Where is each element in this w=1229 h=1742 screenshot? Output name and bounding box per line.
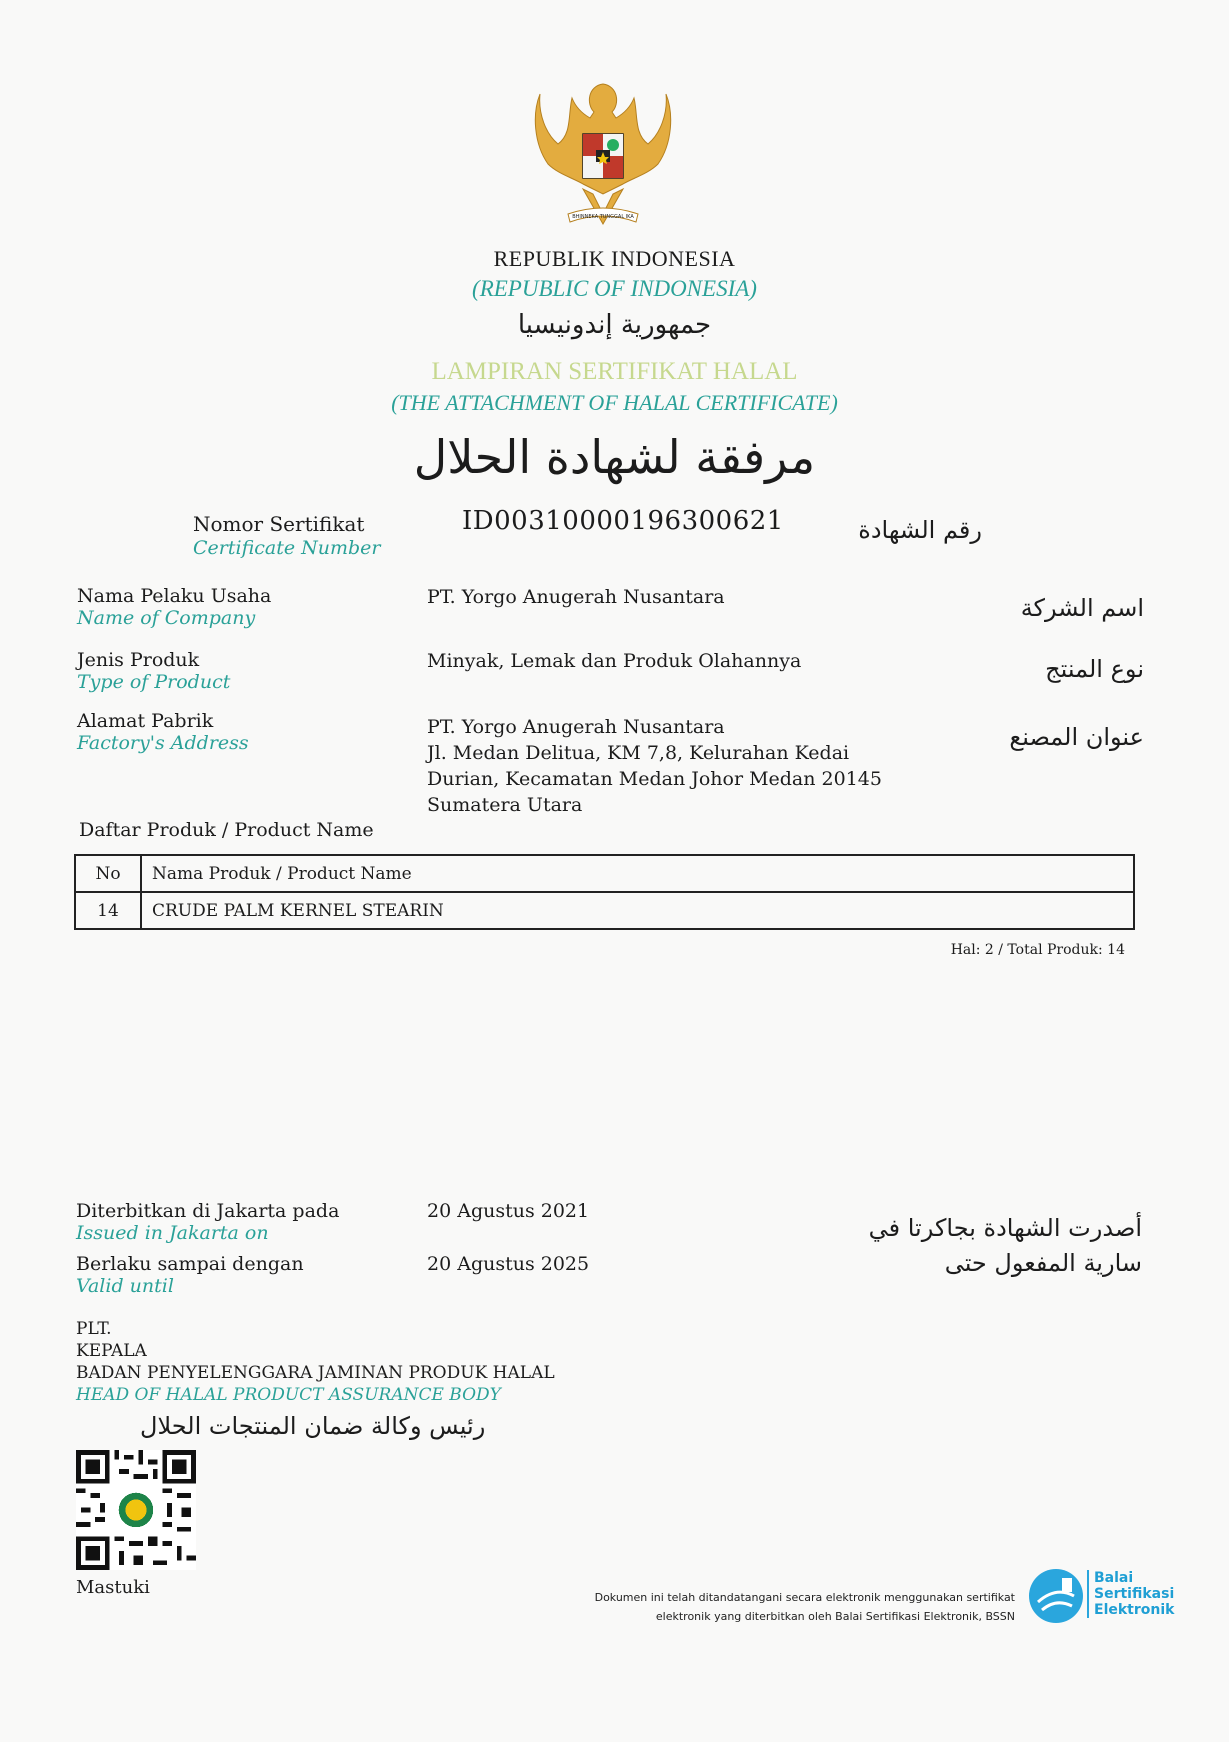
issued-label-ar: أصدرت الشهادة بجاكرتا في bbox=[868, 1214, 1142, 1242]
table-row bbox=[75, 892, 1134, 929]
signatory-name: Mastuki bbox=[76, 1577, 150, 1598]
company-label-ar: اسم الشركة bbox=[1020, 594, 1144, 622]
emblem-motto: BHINNEKA TUNGGAL IKA bbox=[572, 214, 634, 220]
bse-text-line: Sertifikasi bbox=[1094, 1586, 1175, 1602]
issued-value: 20 Agustus 2021 bbox=[427, 1200, 590, 1222]
attachment-title-en: (THE ATTACHMENT OF HALAL CERTIFICATE) bbox=[391, 390, 838, 415]
factory-label-ar: عنوان المصنع bbox=[1009, 723, 1144, 751]
footer-note-line: elektronik yang diterbitkan oleh Balai Sertifikasi Elektronik, BSSN bbox=[655, 1610, 1015, 1623]
company-value: PT. Yorgo Anugerah Nusantara bbox=[427, 586, 725, 608]
product-list-title: Daftar Produk / Product Name bbox=[79, 819, 374, 841]
bse-text-line: Balai bbox=[1094, 1570, 1134, 1586]
footer-note bbox=[560, 1588, 1015, 1626]
republic-title-ar: جمهورية إندونيسيا bbox=[517, 310, 712, 340]
product-type-value: Minyak, Lemak dan Produk Olahannya bbox=[427, 650, 802, 672]
certificate-number-label-en: Certificate Number bbox=[193, 537, 381, 559]
bse-text-line: Elektronik bbox=[1094, 1602, 1175, 1618]
factory-label-en: Factory's Address bbox=[77, 732, 249, 754]
signatory-kepala: KEPALA bbox=[76, 1341, 147, 1361]
table-cell-product: CRUDE PALM KERNEL STEARIN bbox=[141, 892, 1134, 929]
issued-label-en: Issued in Jakarta on bbox=[76, 1222, 269, 1244]
page-info: Hal: 2 / Total Produk: 14 bbox=[950, 942, 1125, 958]
attachment-title: LAMPIRAN SERTIFIKAT HALAL bbox=[431, 358, 798, 385]
company-label: Nama Pelaku Usaha bbox=[77, 585, 272, 607]
valid-value: 20 Agustus 2025 bbox=[427, 1253, 590, 1275]
certificate-number-value: ID00310000196300621 bbox=[462, 506, 784, 536]
signatory-body: BADAN PENYELENGGARA JAMINAN PRODUK HALAL bbox=[76, 1363, 555, 1383]
valid-label-ar: سارية المفعول حتى bbox=[944, 1249, 1142, 1277]
product-type-label-en: Type of Product bbox=[77, 671, 231, 693]
certificate-number-label-ar: رقم الشهادة bbox=[858, 516, 982, 544]
product-type-label-ar: نوع المنتج bbox=[1045, 655, 1144, 683]
factory-address-line: PT. Yorgo Anugerah Nusantara bbox=[427, 716, 725, 738]
signatory-block bbox=[76, 1318, 555, 1406]
certificate-number-label: Nomor Sertifikat bbox=[193, 512, 365, 536]
attachment-title-ar: مرفقة لشهادة الحلال bbox=[413, 430, 816, 484]
valid-label-en: Valid until bbox=[76, 1275, 174, 1297]
table-header-no: No bbox=[75, 855, 141, 892]
company-label-en: Name of Company bbox=[77, 607, 256, 629]
issued-label: Diterbitkan di Jakarta pada bbox=[76, 1200, 340, 1222]
signatory-body-ar: رئيس وكالة ضمان المنتجات الحلال bbox=[140, 1412, 486, 1440]
garuda-emblem-icon bbox=[528, 74, 678, 234]
table-cell-no: 14 bbox=[75, 892, 141, 929]
factory-address-line: Durian, Kecamatan Medan Johor Medan 20145 bbox=[427, 768, 882, 790]
signatory-plt: PLT. bbox=[76, 1319, 112, 1339]
factory-address-line: Jl. Medan Delitua, KM 7,8, Kelurahan Kedai bbox=[427, 742, 850, 764]
bse-logo-icon bbox=[1026, 1566, 1086, 1626]
bse-logo-text bbox=[1094, 1570, 1174, 1618]
republic-title-en: (REPUBLIC OF INDONESIA) bbox=[472, 276, 757, 301]
footer-note-line: Dokumen ini telah ditandatangani secara elektronik menggunakan sertifikat bbox=[594, 1591, 1015, 1604]
bse-divider bbox=[1087, 1570, 1089, 1618]
valid-label: Berlaku sampai dengan bbox=[76, 1253, 304, 1275]
qr-code-icon bbox=[76, 1450, 196, 1570]
signatory-body-en: HEAD OF HALAL PRODUCT ASSURANCE BODY bbox=[76, 1385, 501, 1405]
factory-address-line: Sumatera Utara bbox=[427, 794, 583, 816]
republic-title: REPUBLIK INDONESIA bbox=[493, 246, 736, 271]
factory-label: Alamat Pabrik bbox=[77, 710, 214, 732]
table-header-product: Nama Produk / Product Name bbox=[141, 855, 1134, 892]
product-table bbox=[74, 854, 1135, 930]
table-header-row bbox=[75, 855, 1134, 892]
product-type-label: Jenis Produk bbox=[77, 649, 200, 671]
factory-address bbox=[427, 714, 882, 818]
